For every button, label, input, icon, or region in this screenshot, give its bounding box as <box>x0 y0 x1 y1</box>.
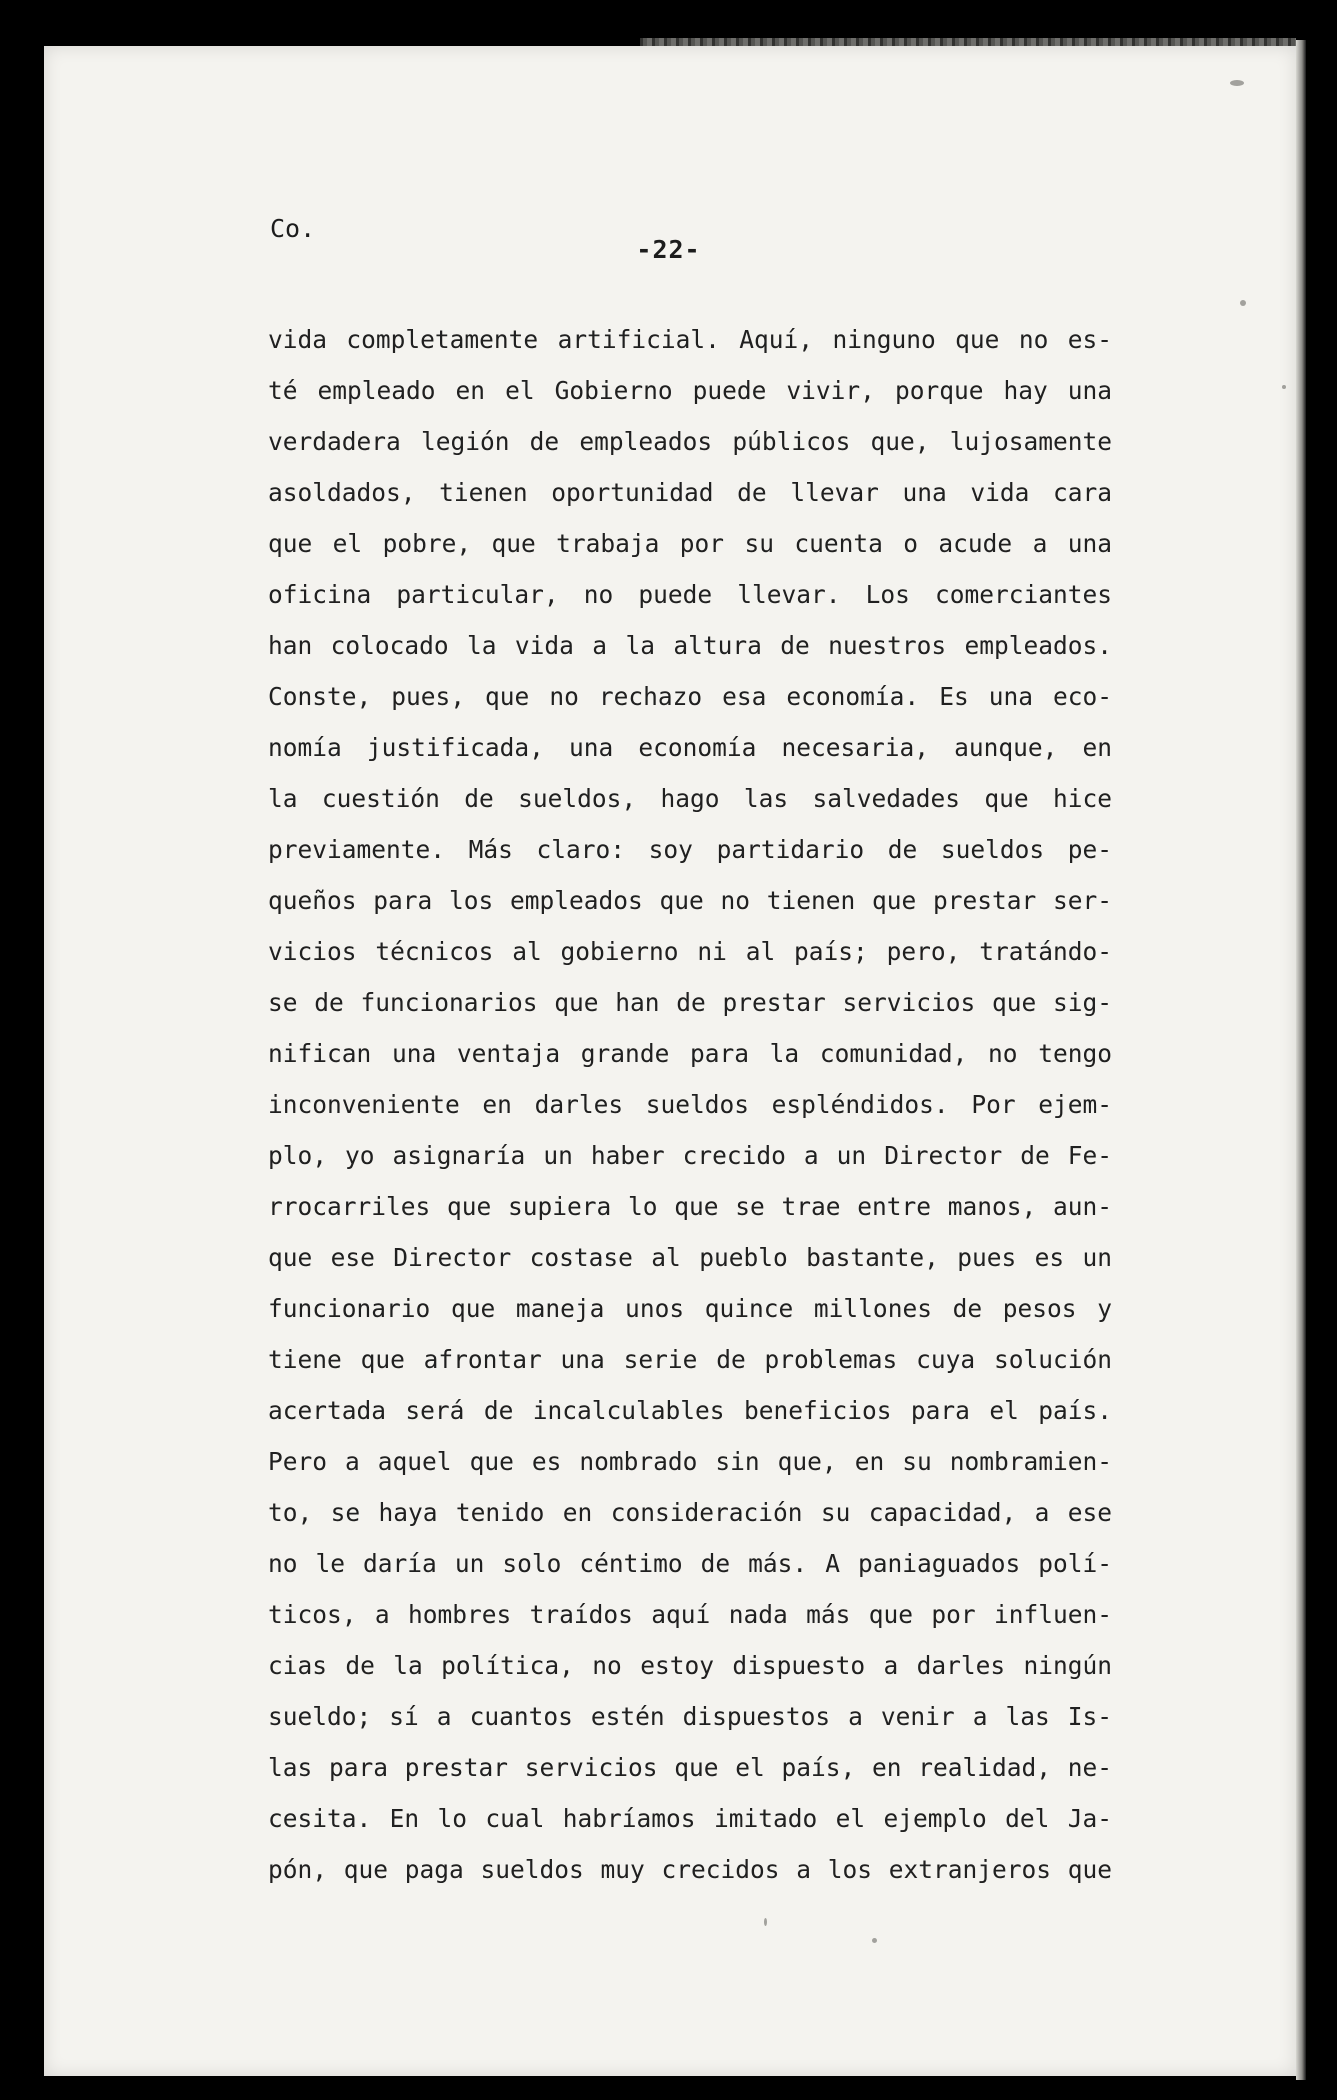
text-line: previamente. Más claro: soy partidario de sueldos pe- <box>268 835 1112 864</box>
text-line: verdadera legión de empleados públicos que, lujosamente <box>268 427 1112 456</box>
text-line: tiene que afrontar una serie de problemas cuya solución <box>268 1345 1112 1374</box>
text-line: Pero a aquel que es nombrado sin que, en su nombramien- <box>268 1447 1112 1476</box>
text-line: pón, que paga sueldos muy crecidos a los extranjeros que <box>268 1855 1112 1884</box>
text-line: funcionario que maneja unos quince millones de pesos y <box>268 1294 1112 1323</box>
text-line: ticos, a hombres traídos aquí nada más que por influen- <box>268 1600 1112 1629</box>
text-line: que el pobre, que trabaja por su cuenta o acude a una <box>268 529 1112 558</box>
text-line: vicios técnicos al gobierno ni al país; pero, tratándo- <box>268 937 1112 966</box>
text-line: cias de la política, no estoy dispuesto a darles ningún <box>268 1651 1112 1680</box>
speck <box>1240 300 1246 306</box>
text-line: se de funcionarios que han de prestar servicios que sig- <box>268 988 1112 1017</box>
speck <box>872 1938 877 1943</box>
text-line: la cuestión de sueldos, hago las salvedades que hice <box>268 784 1112 813</box>
text-line: han colocado la vida a la altura de nuestros empleados. <box>268 631 1112 660</box>
text-line: inconveniente en darles sueldos espléndidos. Por ejem- <box>268 1090 1112 1119</box>
text-line: rrocarriles que supiera lo que se trae entre manos, aun- <box>268 1192 1112 1221</box>
text-line: no le daría un solo céntimo de más. A paniaguados polí- <box>268 1549 1112 1578</box>
text-line: acertada será de incalculables beneficios para el país. <box>268 1396 1112 1425</box>
text-line: plo, yo asignaría un haber crecido a un Director de Fe- <box>268 1141 1112 1170</box>
speck <box>1230 80 1244 86</box>
text-line: vida completamente artificial. Aquí, ninguno que no es- <box>268 325 1112 354</box>
text-line: oficina particular, no puede llevar. Los comerciantes <box>268 580 1112 609</box>
speck <box>764 1918 767 1926</box>
text-line: nomía justificada, una economía necesaria, aunque, en <box>268 733 1112 762</box>
text-line: nifican una ventaja grande para la comunidad, no tengo <box>268 1039 1112 1068</box>
page-number: -22- <box>636 235 701 264</box>
speck <box>1282 385 1286 389</box>
text-line: to, se haya tenido en consideración su capacidad, a ese <box>268 1498 1112 1527</box>
text-line: cesita. En lo cual habríamos imitado el ejemplo del Ja- <box>268 1804 1112 1833</box>
text-line: que ese Director costase al pueblo bastante, pues es un <box>268 1243 1112 1272</box>
text-line: sueldo; sí a cuantos estén dispuestos a venir a las Is- <box>268 1702 1112 1731</box>
text-line: té empleado en el Gobierno puede vivir, porque hay una <box>268 376 1112 405</box>
paper-edge-shadow <box>1296 40 1306 2080</box>
text-line: asoldados, tienen oportunidad de llevar una vida cara <box>268 478 1112 507</box>
body-text <box>268 314 1112 1895</box>
text-line: queños para los empleados que no tienen que prestar ser- <box>268 886 1112 915</box>
text-line: Conste, pues, que no rechazo esa economía. Es una eco- <box>268 682 1112 711</box>
page-marker: Co. <box>270 214 316 243</box>
text-line: las para prestar servicios que el país, en realidad, ne- <box>268 1753 1112 1782</box>
